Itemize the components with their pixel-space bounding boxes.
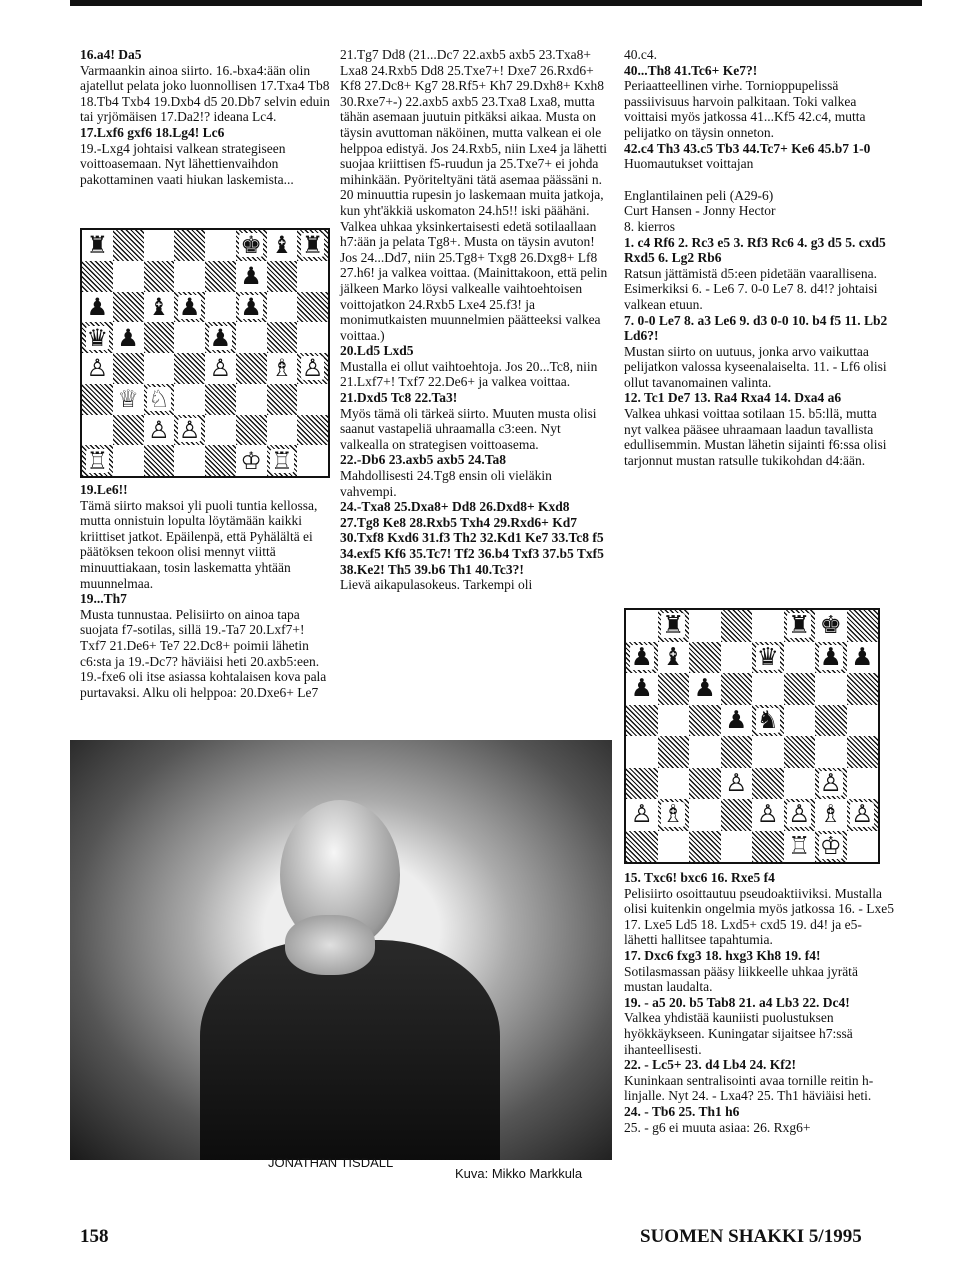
chess-piece-glyph: ♚ [819, 610, 842, 640]
chess-piece [144, 384, 175, 415]
board-square [297, 445, 328, 476]
board-square [205, 384, 236, 415]
board-square [689, 831, 721, 863]
player-photo [70, 740, 612, 1160]
board-square [626, 831, 658, 863]
chess-piece [82, 292, 113, 323]
chess-piece-glyph: ♙ [178, 415, 201, 444]
chess-piece-glyph: ♜ [301, 231, 324, 260]
commentary-text: Kuninkaan sentralisointi avaa tornille reitin h-linjalle. Nyt 24. - Lxa4? 25. Th1 häviäisi heti. [624, 1072, 874, 1104]
move-line: 20.Ld5 Lxd5 [340, 343, 414, 359]
chess-piece-glyph: ♜ [662, 610, 685, 640]
board-square [815, 705, 847, 737]
board-square [721, 610, 753, 642]
board-square [658, 831, 690, 863]
photo-caption: JONATHAN TISDALL [268, 1155, 394, 1170]
board-square [689, 768, 721, 800]
chess-piece [752, 642, 784, 674]
chess-piece-glyph: ♙ [148, 415, 170, 444]
chess-piece [205, 353, 236, 384]
chess-piece-glyph: ♝ [271, 231, 293, 260]
board-square [113, 415, 144, 446]
board-square [658, 705, 690, 737]
board-square [174, 230, 205, 261]
chess-piece-glyph: ♛ [86, 323, 109, 352]
chess-piece-glyph: ♘ [148, 385, 170, 414]
chess-piece [267, 353, 298, 384]
column-1-bottom [80, 482, 330, 700]
move-line: 17. Dxc6 fxg3 18. hxg3 Kh8 19. f4! [624, 947, 821, 963]
move-line: 1. c4 Rf6 2. Rc3 e5 3. Rf3 Rc6 4. g3 d5 5. cxd5 Rxd5 6. Lg2 Rb6 [624, 234, 886, 266]
board-square [847, 736, 879, 768]
chess-piece-glyph: ♟ [240, 262, 262, 291]
chess-piece [721, 768, 753, 800]
board-square [174, 384, 205, 415]
chess-piece [144, 292, 175, 323]
commentary-text: Valkea yhdistää kauniisti puolustuksen hyökkäykseen. Kuningatar sijaitsee h7:ssä ihanteellisesti. [624, 1010, 853, 1057]
board-square [144, 322, 175, 353]
move-line: 40...Th8 41.Tc6+ Ke7?! [624, 62, 758, 78]
board-square [174, 445, 205, 476]
chess-piece [205, 322, 236, 353]
chess-piece-glyph: ♙ [301, 354, 324, 383]
commentary-text: Mustan siirto on uutuus, jonka arvo vaikuttaa pelijatkon valossa kyseenalaiselta. 11. - Lf6 olisi ollut tavanomainen valinta. [624, 343, 887, 390]
move-line: 22.-Db6 23.axb5 axb5 24.Ta8 [340, 452, 507, 468]
chess-piece [113, 384, 144, 415]
board-square [784, 705, 816, 737]
board-square [626, 736, 658, 768]
chess-piece-glyph: ♙ [851, 799, 874, 829]
move-line: 12. Tc1 De7 13. Ra4 Rxa4 14. Dxa4 a6 [624, 390, 842, 406]
chess-piece-glyph: ♙ [725, 767, 748, 797]
board-square [297, 384, 328, 415]
chess-piece-glyph: ♜ [788, 610, 811, 640]
board-square [267, 415, 298, 446]
chess-piece-glyph: ♟ [693, 673, 716, 703]
board-square [113, 353, 144, 384]
board-square [297, 261, 328, 292]
board-square [113, 445, 144, 476]
chess-piece-glyph: ♟ [240, 292, 262, 321]
chess-piece-glyph: ♗ [662, 799, 685, 829]
chess-piece-glyph: ♙ [86, 354, 109, 383]
photo-credit: Kuva: Mikko Markkula [455, 1166, 583, 1181]
board-square [236, 384, 267, 415]
chess-piece-glyph: ♔ [819, 830, 842, 860]
commentary-text: Ratsun jättämistä d5:een pidetään vaarallisena. Esimerkiksi 6. - Le6 7. 0-0 Le7 8. d4!? johtaisi valkean etuun. [624, 265, 878, 312]
board-square [815, 673, 847, 705]
board-square [205, 445, 236, 476]
move-line: 24. - Tb6 25. Th1 h6 [624, 1103, 740, 1119]
commentary-text: Huomautukset voittajan [624, 156, 754, 172]
board-square [144, 261, 175, 292]
commentary-text: Mahdollisesti 24.Tg8 ensin oli vieläkin vahvempi. [340, 468, 552, 499]
chess-piece [815, 768, 847, 800]
photo-hand-shape [285, 915, 375, 975]
chess-piece [815, 610, 847, 642]
chess-piece [784, 610, 816, 642]
board-square [721, 673, 753, 705]
top-rule [70, 0, 922, 6]
board-square [113, 230, 144, 261]
chess-piece [815, 799, 847, 831]
board-square [847, 831, 879, 863]
chess-piece [752, 799, 784, 831]
chess-diagram-1 [80, 228, 330, 478]
board-square [174, 353, 205, 384]
commentary-text: Lievä aikapulasokeus. Tarkempi oli [340, 577, 533, 593]
chess-piece [752, 705, 784, 737]
board-square [174, 322, 205, 353]
chess-piece [113, 322, 144, 353]
chess-piece [82, 230, 113, 261]
chess-piece [174, 292, 205, 323]
chess-piece [236, 230, 267, 261]
column-3-bottom [624, 870, 894, 1135]
chess-piece-glyph: ♟ [725, 704, 748, 734]
chess-piece [658, 610, 690, 642]
board-square [205, 292, 236, 323]
photo-body-shape [200, 940, 500, 1160]
commentary-text: Sotilasmassan pääsy liikkeelle uhkaa jyrätä mustan laudalta. [624, 963, 858, 995]
board-square [626, 768, 658, 800]
chess-piece-glyph: ♟ [86, 292, 109, 321]
chess-piece-glyph: ♟ [819, 641, 842, 671]
board-square [267, 292, 298, 323]
chess-piece [626, 673, 658, 705]
commentary-text: Varmaankin ainoa siirto. 16.-bxa4:ään olin ajatellut pelata joko luonnollisen 17.Txa4 Tb8 18.Tb4 Txb4 19.Dxb4 d5 20.Db7 selvin eduin tai yrjömäisen 17.Da2!? ideana Lc4. [80, 62, 330, 125]
board-square [267, 261, 298, 292]
chess-piece [784, 831, 816, 863]
board-square [689, 736, 721, 768]
chess-piece-glyph: ♜ [86, 231, 109, 260]
chess-piece-glyph: ♔ [240, 446, 262, 475]
chess-piece-glyph: ♟ [209, 323, 232, 352]
board-square [82, 384, 113, 415]
move-line: 21.Dxd5 Tc8 22.Ta3! [340, 390, 458, 406]
chess-piece-glyph: ♖ [86, 446, 109, 475]
commentary-text: Englantilainen peli (A29-6) [624, 187, 774, 203]
chess-piece [658, 799, 690, 831]
board-square [847, 705, 879, 737]
board-square [626, 705, 658, 737]
commentary-text: 21.Tg7 Dd8 (21...Dc7 22.axb5 axb5 23.Txa8+ Lxa8 24.Rxb5 Dd8 25.Txe7+! Dxe7 26.Rxd6+ Kf8 27.Dc8+ Kg7 28.Rf5+ Kh7 29.Dxh8+ Kxh8 30.Rxe7+-) 22.axb5 axb5 23.Txa8 Lxa8, mutta tähän asemaan juutuin pitkäksi aikaa. Musta on täysin avuttoman näköinen, mutta valkean ei ole helppoa edistyä. Jos 24.Rxb5, niin Lxe4 ja lähetti suojaa kriittisen f5-ruudun ja 25.Txe7+ ei johda mihinkään. Pyöriteltyäni tätä asemaa päässäni n. 20 minuuttia rupesin jo laskemaan muita jatkoja, kun yht'äkkiä uskomaton 24.h5!! iski päähäni. Valkea uhkaa yksinkertaisesti edetä sotilaallaan h7:ään ja pelata Tg8+. Musta on täysin avuton! Jos 24...Dd7, niin 25.Tg8+ Txg8 26.Dxg8+ Lf8 27.h6! ja valkea voittaa. (Mainittakoon, että pelin jälkeen Marko löysi valkealle vaihtoehtoisen voittojatkon 24.Rxb5 Lxe4 25.f3! ja monimutkaisten muunnelmien päätteeksi valkea voittaa.) [340, 47, 608, 343]
move-line: 16.a4! Da5 [80, 47, 142, 62]
chess-piece [267, 445, 298, 476]
chess-diagram-2 [624, 608, 880, 864]
chess-piece-glyph: ♕ [117, 385, 139, 414]
board-square [689, 799, 721, 831]
chess-piece-glyph: ♙ [756, 799, 779, 829]
commentary-text: Periaatteellinen virhe. Tornioppupelissä passiivisuus harvoin palkitaan. Toki valkea voittaisi myös jatkossa 41...Kf5 42.c4, mutta pelijatko on täysin onneton. [624, 78, 866, 140]
spacer [624, 180, 894, 188]
chess-piece [815, 642, 847, 674]
spacer [624, 172, 894, 180]
board-square [144, 230, 175, 261]
magazine-issue: SUOMEN SHAKKI 5/1995 [640, 1226, 862, 1247]
chess-piece-glyph: ♟ [851, 641, 874, 671]
move-line: 7. 0-0 Le7 8. a3 Le6 9. d3 0-0 10. b4 f5 11. Lb2 Ld6?! [624, 312, 888, 344]
chess-piece-glyph: ♛ [756, 641, 779, 671]
board-square [267, 322, 298, 353]
commentary-text: Mustalla ei ollut vaihtoehtoja. Jos 20...Tc8, niin 21.Lxf7+! Txf7 22.De6+ ja valkea voittaa. [340, 358, 598, 390]
board-square [721, 831, 753, 863]
board-square [689, 642, 721, 674]
chess-piece [82, 353, 113, 384]
page-number: 158 [80, 1226, 109, 1247]
board-square [721, 736, 753, 768]
board-square [236, 322, 267, 353]
chess-piece [82, 445, 113, 476]
board-square [144, 353, 175, 384]
board-square [205, 415, 236, 446]
move-line: 24.-Txa8 25.Dxa8+ Dd8 26.Dxd8+ Kxd8 27.Tg8 Ke8 28.Rxb5 Txh4 29.Rxd6+ Kd7 30.Txf8 Kxd6 31.f3 Th2 32.Kd1 Ke7 33.Tc8 f5 34.exf5 Kf6 35.Tc7! Tf2 36.b4 Txf3 37.b5 Txf5 38.Ke2! Th5 39.b6 Th1 40.Tc3?! [340, 499, 604, 577]
column-2 [340, 47, 610, 593]
board-square [847, 673, 879, 705]
board-square [113, 292, 144, 323]
chess-piece-glyph: ♟ [178, 292, 201, 321]
move-line: 19...Th7 [80, 591, 127, 607]
commentary-text: Valkea uhkasi voittaa sotilaan 15. b5:llä, mutta nyt valkea pääsee uhraamaan laadun tavallista edullisemmin. Mustan lähetin sijainti f6:ssa olisi tarjonnut mustan ratsulle tukikohdan d4:ään. [624, 406, 887, 468]
chess-piece-glyph: ♟ [117, 323, 139, 352]
chess-piece [847, 799, 879, 831]
chess-piece [82, 322, 113, 353]
board-square [236, 415, 267, 446]
board-square [297, 292, 328, 323]
chess-piece-glyph: ♚ [240, 231, 262, 260]
board-square [752, 673, 784, 705]
board-square [297, 415, 328, 446]
board-square [815, 736, 847, 768]
chess-piece-glyph: ♙ [209, 354, 232, 383]
chess-piece [784, 799, 816, 831]
board-square [752, 768, 784, 800]
chess-piece-glyph: ♖ [271, 446, 293, 475]
board-square [174, 261, 205, 292]
board-square [236, 353, 267, 384]
board-square [784, 736, 816, 768]
chess-piece [721, 705, 753, 737]
column-1-top [80, 47, 330, 187]
commentary-text: Tämä siirto maksoi yli puoli tuntia kellossa, mutta onnistuin lopulta löytämään kaikki kriittiset jatkot. Epäilenpä, että Pyhälältä ei päätöksen tekoon olisi mennyt viittä minuuttiakaan, tosin laskematta yhtään muunnelmaa. [80, 497, 318, 591]
board-square [626, 610, 658, 642]
board-square [658, 673, 690, 705]
move-line: 19.Le6!! [80, 482, 128, 497]
chess-piece [658, 642, 690, 674]
commentary-text: Pelisiirto osoittautuu pseudoaktiiviksi. Mustalla olisi kuitenkin ongelmia myös jatkossa 16. - Lxe5 17. Lxe5 Ld5 18. Lxd5+ cxd5 19. d4! ja e5-lähetti hallitsee tapahtumia. [624, 885, 894, 948]
commentary-text: Myös tämä oli tärkeä siirto. Muuten musta olisi saanut vastapeliä uhraamalla c3:een. Nyt valkealla on strategisen voittoasema. [340, 405, 597, 452]
chess-piece-glyph: ♟ [630, 673, 653, 703]
chess-piece-glyph: ♞ [756, 704, 779, 734]
chess-piece-glyph: ♖ [788, 830, 811, 860]
chess-piece-glyph: ♗ [271, 354, 293, 383]
chess-piece [236, 292, 267, 323]
board-square [784, 642, 816, 674]
chess-piece-glyph: ♝ [148, 292, 170, 321]
chess-piece [626, 642, 658, 674]
board-square [784, 673, 816, 705]
chess-piece [297, 353, 328, 384]
board-square [689, 705, 721, 737]
move-line: 22. - Lc5+ 23. d4 Lb4 24. Kf2! [624, 1057, 796, 1073]
board-square [267, 384, 298, 415]
commentary-text: 40.c4. [624, 47, 657, 62]
chess-piece [236, 261, 267, 292]
board-square [113, 261, 144, 292]
board-square [784, 768, 816, 800]
chess-piece [297, 230, 328, 261]
commentary-text: 25. - g6 ei muuta asiaa: 26. Rxg6+ [624, 1119, 811, 1135]
board-square [82, 415, 113, 446]
board-square [721, 642, 753, 674]
board-square [689, 610, 721, 642]
board-square [847, 610, 879, 642]
column-3-top [624, 47, 894, 468]
move-line: 15. Txc6! bxc6 16. Rxe5 f4 [624, 870, 775, 885]
commentary-text: Curt Hansen - Jonny Hector [624, 203, 776, 219]
board-square [82, 261, 113, 292]
chess-piece-glyph: ♝ [662, 641, 685, 671]
commentary-text: 19.-Lxg4 johtaisi valkean strategiseen voittoasemaan. Nyt lähettienvaihdon pakottaminen vaati hiukan laskemista... [80, 140, 294, 187]
chess-piece-glyph: ♙ [630, 799, 653, 829]
commentary-text: 8. kierros [624, 218, 675, 234]
chess-piece-glyph: ♟ [630, 641, 653, 671]
board-square [205, 261, 236, 292]
chess-piece [689, 673, 721, 705]
board-square [752, 610, 784, 642]
board-square [721, 799, 753, 831]
board-square [144, 445, 175, 476]
chess-piece [267, 230, 298, 261]
board-square [752, 831, 784, 863]
chess-piece-glyph: ♙ [788, 799, 811, 829]
chess-piece-glyph: ♙ [819, 767, 842, 797]
board-square [847, 768, 879, 800]
move-line: 42.c4 Th3 43.c5 Tb3 44.Tc7+ Ke6 45.b7 1-0 [624, 140, 871, 156]
chess-piece [236, 445, 267, 476]
board-square [752, 736, 784, 768]
move-line: 19. - a5 20. b5 Tab8 21. a4 Lb3 22. Dc4! [624, 994, 850, 1010]
board-square [658, 768, 690, 800]
board-square [297, 322, 328, 353]
chess-piece-glyph: ♗ [819, 799, 842, 829]
chess-piece [815, 831, 847, 863]
board-square [205, 230, 236, 261]
move-line: 17.Lxf6 gxf6 18.Lg4! Lc6 [80, 124, 225, 140]
commentary-text: Musta tunnustaa. Pelisiirto on ainoa tapa suojata f7-sotilas, sillä 19.-Ta7 20.Lxf7+! Txf7 21.De6+ Te7 22.Dc8+ poimii lähetin c6:sta ja 19.-Dc7? häviäisi heti 20.axb5:een. 19.-fxe6 oli itse asiassa kohtalaisen kova pala purtavaksi. Alku oli helppoa: 20.Dxe6+ Le7 [80, 606, 327, 700]
chess-piece [626, 799, 658, 831]
board-square [658, 736, 690, 768]
chess-piece [174, 415, 205, 446]
chess-piece [144, 415, 175, 446]
chess-piece [847, 642, 879, 674]
